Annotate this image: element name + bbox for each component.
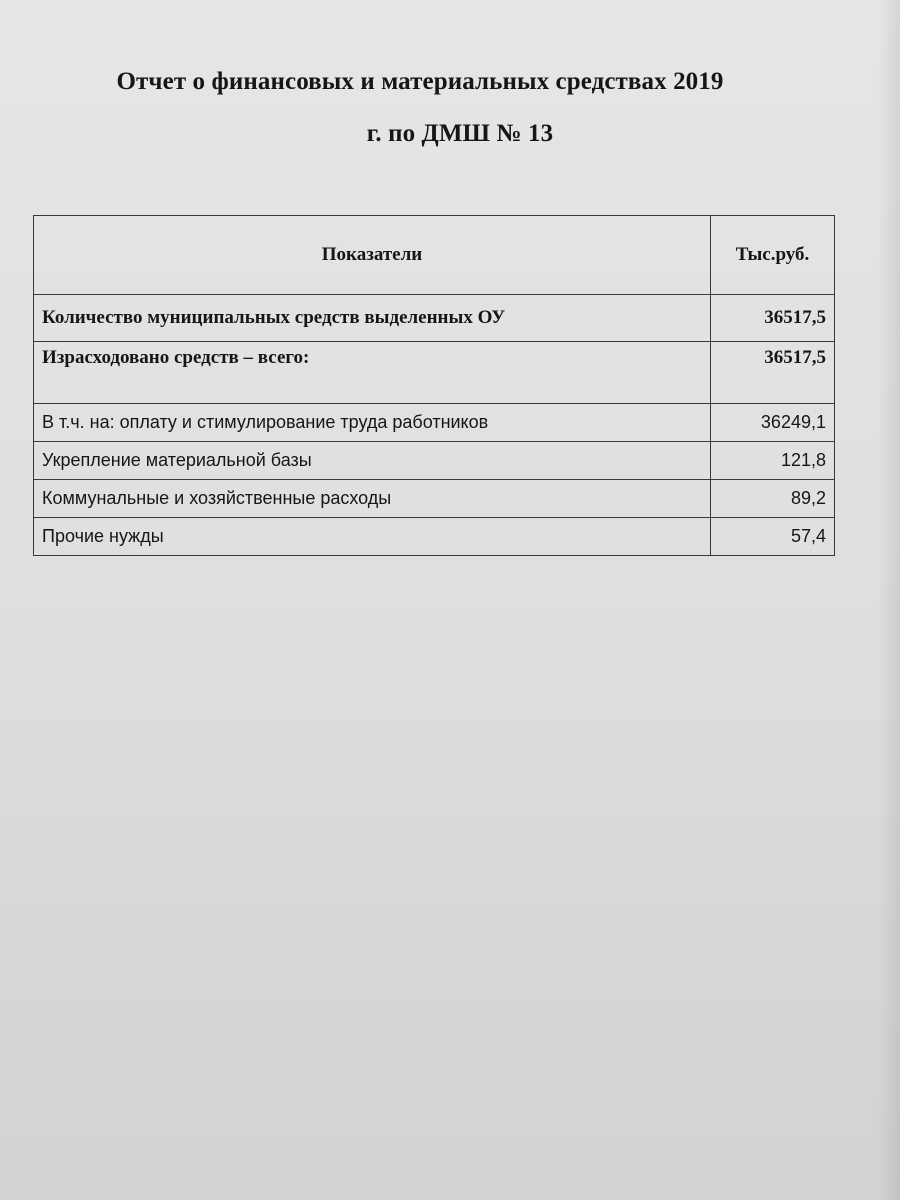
table-row [34, 295, 835, 342]
row-value-salaries: 36249,1 [711, 404, 835, 442]
header-indicators: Показатели [34, 216, 711, 295]
table-row [34, 404, 835, 442]
finance-report-table [33, 215, 835, 556]
header-thousand-rubles: Тыс.руб. [711, 216, 835, 295]
row-value-total-spent: 36517,5 [711, 342, 835, 404]
row-label-other-needs: Прочие нужды [34, 518, 711, 556]
row-label-utilities: Коммунальные и хозяйственные расходы [34, 480, 711, 518]
report-title-line-2: г. по ДМШ № 13 [366, 120, 554, 147]
row-label-allocated-funds: Количество муниципальных средств выделенных ОУ [34, 295, 711, 342]
table-row [34, 442, 835, 480]
table-row [34, 480, 835, 518]
table-row [34, 518, 835, 556]
row-label-total-spent: Израсходовано средств – всего: [34, 342, 711, 404]
sheet-edge-shadow [878, 0, 900, 1200]
row-value-material-base: 121,8 [711, 442, 835, 480]
row-value-utilities: 89,2 [711, 480, 835, 518]
row-value-allocated-funds: 36517,5 [711, 295, 835, 342]
report-title-line-1: Отчет о финансовых и материальных средствах 2019 [116, 68, 724, 95]
row-label-salaries: В т.ч. на: оплату и стимулирование труда работников [34, 404, 711, 442]
table-row [34, 342, 835, 404]
row-value-other-needs: 57,4 [711, 518, 835, 556]
row-label-material-base: Укрепление материальной базы [34, 442, 711, 480]
table-header-row [34, 216, 835, 295]
